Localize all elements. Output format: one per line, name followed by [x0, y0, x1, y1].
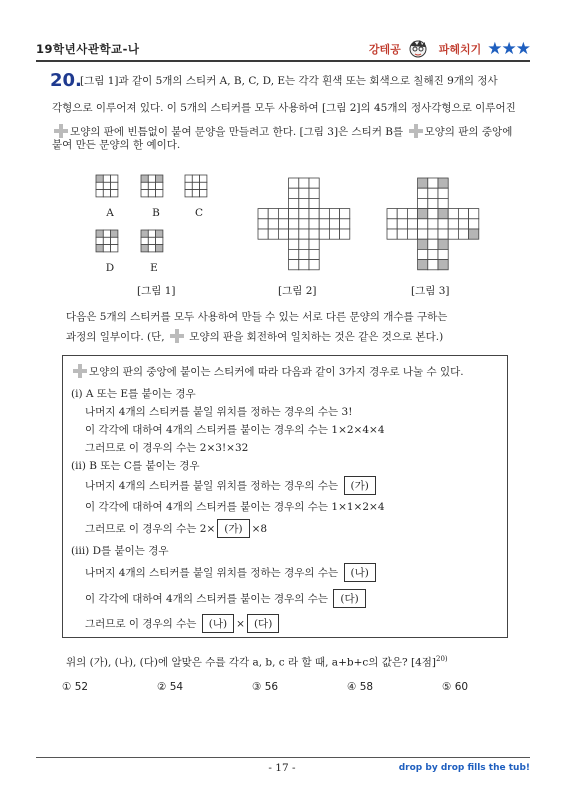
figure-2-board-cell — [299, 229, 309, 239]
figure-3-board-cell — [438, 198, 448, 208]
figure-2-board-cell — [309, 198, 319, 208]
figure-2-board-cell — [329, 229, 339, 239]
figure-2-board-cell — [258, 219, 268, 229]
sticker-d-cell — [96, 245, 103, 252]
figure-3-board-cell — [428, 188, 438, 198]
case-3-title: (ⅲ) D를 붙이는 경우 — [71, 545, 169, 557]
figure-2-board-cell — [299, 209, 309, 219]
figure-2-board-cell — [268, 209, 278, 219]
figure-3-board-cell — [407, 209, 417, 219]
figure-2-board-cell — [258, 209, 268, 219]
figure-3-board-cell — [438, 249, 448, 259]
figure-2-board-cell — [309, 188, 319, 198]
figure-2-board-cell — [309, 260, 319, 270]
figure-2-board-cell — [289, 219, 299, 229]
question-line-2: 각형으로 이루어져 있다. 이 5개의 스티커를 모두 사용하여 [그림 2]의 45개의 정사각형으로 이루어진 — [52, 102, 516, 114]
figure-3-board-cell — [428, 249, 438, 259]
sticker-a-cell — [103, 190, 110, 197]
figure-3-board-cell — [448, 219, 458, 229]
figure-2-board-cell — [289, 229, 299, 239]
header-divider — [36, 60, 530, 62]
figure-3-board-cell — [428, 239, 438, 249]
sticker-b-cell — [156, 190, 163, 197]
figure-3-board-cell — [438, 260, 448, 270]
question-number: 20. — [50, 70, 82, 91]
figure-2-board-cell — [309, 249, 319, 259]
intro-line-1: 다음은 5개의 스티커를 모두 사용하여 만들 수 있는 서로 다른 문양의 개수를 구하는 — [66, 311, 448, 323]
sticker-c-cell — [185, 190, 192, 197]
figure-3-board-cell — [387, 209, 397, 219]
case-2-line-b: 이 각각에 대하여 4개의 스티커를 붙이는 경우의 수는 1×1×2×4 — [85, 501, 385, 513]
sticker-e-cell — [141, 237, 148, 244]
sticker-a-cell — [96, 182, 103, 189]
figure-3-board-cell — [407, 219, 417, 229]
figure-3-board-cell — [418, 239, 428, 249]
sticker-b-cell — [156, 182, 163, 189]
figure-3-board-cell — [418, 178, 428, 188]
figure-2-board-cell — [299, 260, 309, 270]
figures — [0, 170, 564, 300]
sticker-e-cell — [141, 245, 148, 252]
figure-3-board-cell — [428, 260, 438, 270]
case-3-line-c: 그러므로 이 경우의 수는 (나) × (다) — [85, 614, 281, 633]
figure-1-label: [그림 1] — [137, 285, 176, 297]
figure-2-board-cell — [289, 178, 299, 188]
footer-slogan: drop by drop fills the tub! — [398, 763, 530, 773]
sticker-e-cell — [148, 245, 155, 252]
figure-2-board-cell — [309, 239, 319, 249]
sticker-c-cell — [185, 182, 192, 189]
star-rating-icon: ★★★ — [487, 38, 530, 59]
figure-3-board-cell — [407, 229, 417, 239]
sticker-d-cell — [103, 230, 110, 237]
sticker-a-cell — [96, 175, 103, 182]
figure-3-board-cell — [418, 188, 428, 198]
brand-name: 강테공 — [368, 43, 401, 56]
sticker-d-cell — [103, 245, 110, 252]
figure-2-board-cell — [278, 219, 288, 229]
figure-2-board-cell — [289, 249, 299, 259]
choice-4[interactable]: ④ 58 — [347, 681, 374, 693]
figure-3-board-cell — [428, 219, 438, 229]
figure-2-board-cell — [278, 229, 288, 239]
figure-2-board-cell — [299, 198, 309, 208]
figure-2-board-cell — [299, 219, 309, 229]
sticker-a-cell — [111, 175, 118, 182]
figure-3-board-cell — [469, 219, 479, 229]
figure-3-board-cell — [397, 229, 407, 239]
case-1-line-c: 그러므로 이 경우의 수는 2×3!×32 — [85, 442, 249, 454]
question-line-3: 모양의 판에 빈틈없이 붙여 문양을 만들려고 한다. [그림 3]은 스티커 B를 모양의 판의 중앙에 — [52, 121, 532, 144]
brand-subtitle: 파헤치기 — [438, 43, 482, 56]
sticker-d-cell — [111, 230, 118, 237]
figure-3-board-cell — [418, 198, 428, 208]
figure-2-board-cell — [268, 229, 278, 239]
figure-2-board-cell — [309, 219, 319, 229]
figure-3-board-cell — [438, 188, 448, 198]
sticker-d-cell — [103, 237, 110, 244]
case-1-line-b: 이 각각에 대하여 4개의 스티커를 붙이는 경우의 수는 1×2×4×4 — [85, 424, 385, 436]
figure-3-board-cell — [438, 239, 448, 249]
figure-2-board-cell — [299, 239, 309, 249]
sticker-e-cell — [156, 245, 163, 252]
figure-2-board-cell — [340, 219, 350, 229]
footer-divider — [36, 757, 530, 758]
sticker-c-cell — [200, 182, 207, 189]
case-3-line-b: 이 각각에 대하여 4개의 스티커를 붙이는 경우의 수는 (다) — [85, 589, 368, 608]
mascot-icon — [407, 38, 429, 60]
figure-3-board-cell — [438, 229, 448, 239]
plus-board-icon — [73, 364, 87, 378]
figure-2-board-cell — [329, 219, 339, 229]
figure-2-board-cell — [289, 260, 299, 270]
sticker-label-e: E — [150, 262, 158, 274]
figure-3-board-cell — [387, 229, 397, 239]
sticker-e-cell — [148, 230, 155, 237]
sticker-e-cell — [156, 230, 163, 237]
figure-3-board-cell — [458, 229, 468, 239]
sticker-label-a: A — [106, 207, 114, 219]
case-3-line-a: 나머지 4개의 스티커를 붙일 위치를 정하는 경우의 수는 (나) — [85, 563, 378, 582]
choice-2[interactable]: ② 54 — [157, 681, 184, 693]
figure-3-label: [그림 3] — [411, 285, 450, 297]
figure-3-board-cell — [397, 209, 407, 219]
figure-2-board-cell — [319, 209, 329, 219]
figure-2-board-cell — [319, 219, 329, 229]
figure-2-board-cell — [319, 229, 329, 239]
sticker-c-cell — [192, 182, 199, 189]
figure-2-label: [그림 2] — [278, 285, 317, 297]
blank-ga: (가) — [217, 519, 249, 538]
figure-3-board-cell — [448, 229, 458, 239]
intro-line-2: 과정의 일부이다. (단, 모양의 판을 회전하여 일치하는 것은 같은 것으로 본다.) — [66, 331, 444, 343]
sticker-b-cell — [148, 190, 155, 197]
box-head: 모양의 판의 중앙에 붙이는 스티커에 따라 다음과 같이 3가지 경우로 나눌 수 있다. — [71, 364, 464, 379]
sticker-d-cell — [111, 237, 118, 244]
figure-3-board-cell — [458, 219, 468, 229]
sticker-b-cell — [141, 175, 148, 182]
case-2-line-c: 그러므로 이 경우의 수는 2× (가) ×8 — [85, 519, 267, 538]
figure-2-board-cell — [289, 198, 299, 208]
figure-3-board-cell — [438, 219, 448, 229]
figure-3-board-cell — [428, 198, 438, 208]
choice-3[interactable]: ③ 56 — [252, 681, 279, 693]
case-1-title: (ⅰ) A 또는 E를 붙이는 경우 — [71, 388, 196, 400]
figure-2-board-cell — [299, 178, 309, 188]
sticker-b-cell — [148, 175, 155, 182]
figure-2-board-cell — [289, 188, 299, 198]
figure-2-board-cell — [289, 239, 299, 249]
sticker-b-cell — [141, 190, 148, 197]
sticker-label-d: D — [105, 262, 115, 274]
figure-3-board-cell — [428, 178, 438, 188]
case-1-line-a: 나머지 4개의 스티커를 붙일 위치를 정하는 경우의 수는 3! — [85, 406, 353, 418]
figure-3-board-cell — [438, 178, 448, 188]
figure-3-board-cell — [448, 209, 458, 219]
plus-board-icon — [170, 329, 184, 343]
figure-3-board-cell — [469, 209, 479, 219]
sticker-a-cell — [103, 182, 110, 189]
question-prompt: 위의 (가), (나), (다)에 알맞은 수를 각각 a, b, c 라 할 때, a+b+c의 값은? [4점]$^{20)}$ — [66, 655, 448, 669]
blank-da: (다) — [333, 589, 365, 608]
sticker-b-cell — [148, 182, 155, 189]
figure-2-board-cell — [258, 229, 268, 239]
figure-2-board-cell — [340, 209, 350, 219]
sticker-d-cell — [96, 237, 103, 244]
figure-2-board-cell — [278, 209, 288, 219]
sticker-b-cell — [156, 175, 163, 182]
blank-da: (다) — [247, 614, 279, 633]
figure-2-board-cell — [309, 178, 319, 188]
question-line-1: [그림 1]과 같이 5개의 스티커 A, B, C, D, E는 각각 흰색 또는 회색으로 칠해진 9개의 정사 — [80, 75, 498, 87]
sticker-b-cell — [141, 182, 148, 189]
sticker-e-cell — [141, 230, 148, 237]
sticker-label-b: B — [152, 207, 160, 219]
figure-2-board-cell — [299, 188, 309, 198]
figure-3-board-cell — [428, 209, 438, 219]
header-brand — [369, 38, 530, 60]
figure-3-board-cell — [418, 260, 428, 270]
figure-2-board-cell — [289, 209, 299, 219]
figure-3-board-cell — [428, 229, 438, 239]
figure-3-board-cell — [458, 209, 468, 219]
sticker-c-cell — [185, 175, 192, 182]
sticker-c-cell — [200, 175, 207, 182]
sticker-a-cell — [96, 190, 103, 197]
sticker-e-cell — [148, 237, 155, 244]
choice-5[interactable]: ⑤ 60 — [442, 681, 469, 693]
figure-2-board-cell — [340, 229, 350, 239]
sticker-a-cell — [111, 190, 118, 197]
question-line-4: 붙여 만든 문양의 한 예이다. — [52, 139, 181, 151]
sticker-a-cell — [111, 182, 118, 189]
sticker-d-cell — [111, 245, 118, 252]
figure-3-board-cell — [418, 219, 428, 229]
figure-2-board-cell — [299, 249, 309, 259]
case-2-title: (ⅱ) B 또는 C를 붙이는 경우 — [71, 460, 200, 472]
figure-3-board-cell — [418, 229, 428, 239]
figure-3-board-cell — [418, 209, 428, 219]
figure-3-board-cell — [397, 219, 407, 229]
solution-box — [62, 355, 508, 638]
figure-3-board-cell — [438, 209, 448, 219]
sticker-e-cell — [156, 237, 163, 244]
blank-na: (나) — [344, 563, 376, 582]
blank-ga: (가) — [344, 476, 376, 495]
figure-3-board-cell — [387, 219, 397, 229]
figure-3-board-cell — [418, 249, 428, 259]
sticker-a-cell — [103, 175, 110, 182]
sticker-c-cell — [192, 175, 199, 182]
choice-1[interactable]: ① 52 — [62, 681, 89, 693]
sticker-d-cell — [96, 230, 103, 237]
case-2-line-a: 나머지 4개의 스티커를 붙일 위치를 정하는 경우의 수는 (가) — [85, 476, 378, 495]
header-title: 19학년사관학교-나 — [36, 42, 140, 56]
figure-2-board-cell — [268, 219, 278, 229]
figure-3-board-cell — [469, 229, 479, 239]
sticker-c-cell — [200, 190, 207, 197]
sticker-c-cell — [192, 190, 199, 197]
figure-2-board-cell — [309, 229, 319, 239]
page-number: - 17 - — [268, 762, 296, 774]
blank-na: (나) — [202, 614, 234, 633]
page-header — [36, 38, 530, 60]
figure-2-board-cell — [329, 209, 339, 219]
figure-2-board-cell — [309, 209, 319, 219]
sticker-label-c: C — [194, 207, 204, 219]
